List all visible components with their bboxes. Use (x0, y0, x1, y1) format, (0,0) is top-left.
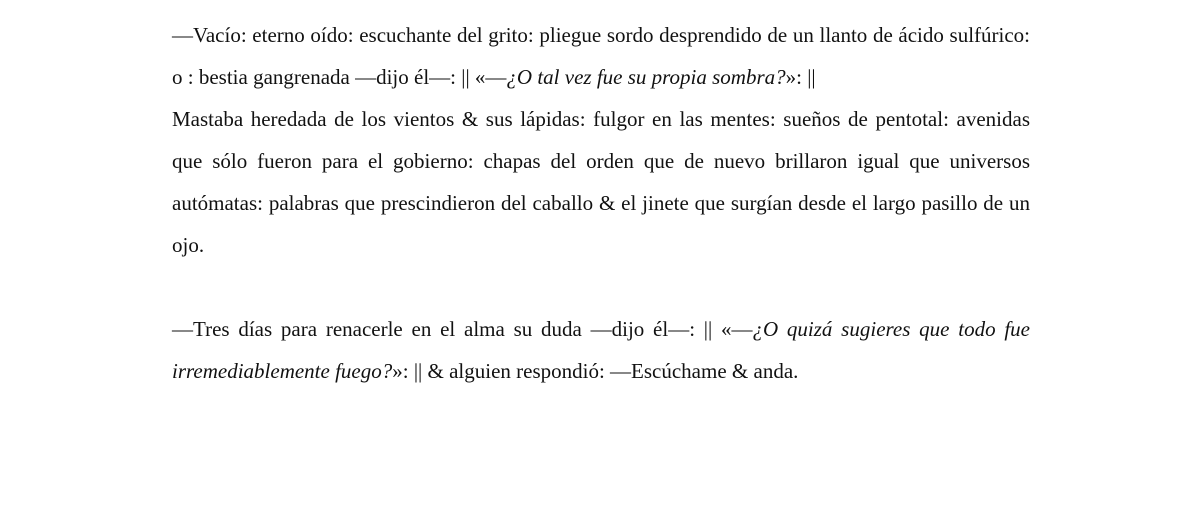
paragraph-2 (172, 98, 1030, 266)
paragraph-1 (172, 14, 1030, 98)
document-page (172, 14, 1030, 392)
paragraph-2-text: Mastaba heredada de los vientos & sus lápidas: fulgor en las mentes: sueños de pentotal: avenidas que sólo fueron para el gobierno: chapas del orden que de nuevo brillaron igual que universos autómatas: palabras que prescindieron del caballo & el jinete que surgían desde el largo pasillo de un ojo. (172, 107, 1030, 257)
paragraph-1-text-b: »: || (785, 65, 816, 89)
paragraph-spacer (172, 266, 1030, 308)
paragraph-3-italic-quote: ¿O quizá sugieres que todo fue irremediablemente fuego? (172, 317, 1031, 383)
paragraph-1-text-a: —Vacío: eterno oído: escuchante del grito: pliegue sordo desprendido de un llanto de ácido sulfúrico: o : bestia gangrenada —dijo él—: || «— (172, 23, 1030, 89)
paragraph-3-text-a: —Tres días para renacerle en el alma su duda —dijo él—: || «— (172, 317, 753, 341)
paragraph-1-italic-quote: ¿O tal vez fue su propia sombra? (506, 65, 786, 89)
paragraph-3-text-b: »: || & alguien respondió: —Escúchame & anda. (392, 359, 799, 383)
paragraph-3 (172, 308, 1030, 392)
